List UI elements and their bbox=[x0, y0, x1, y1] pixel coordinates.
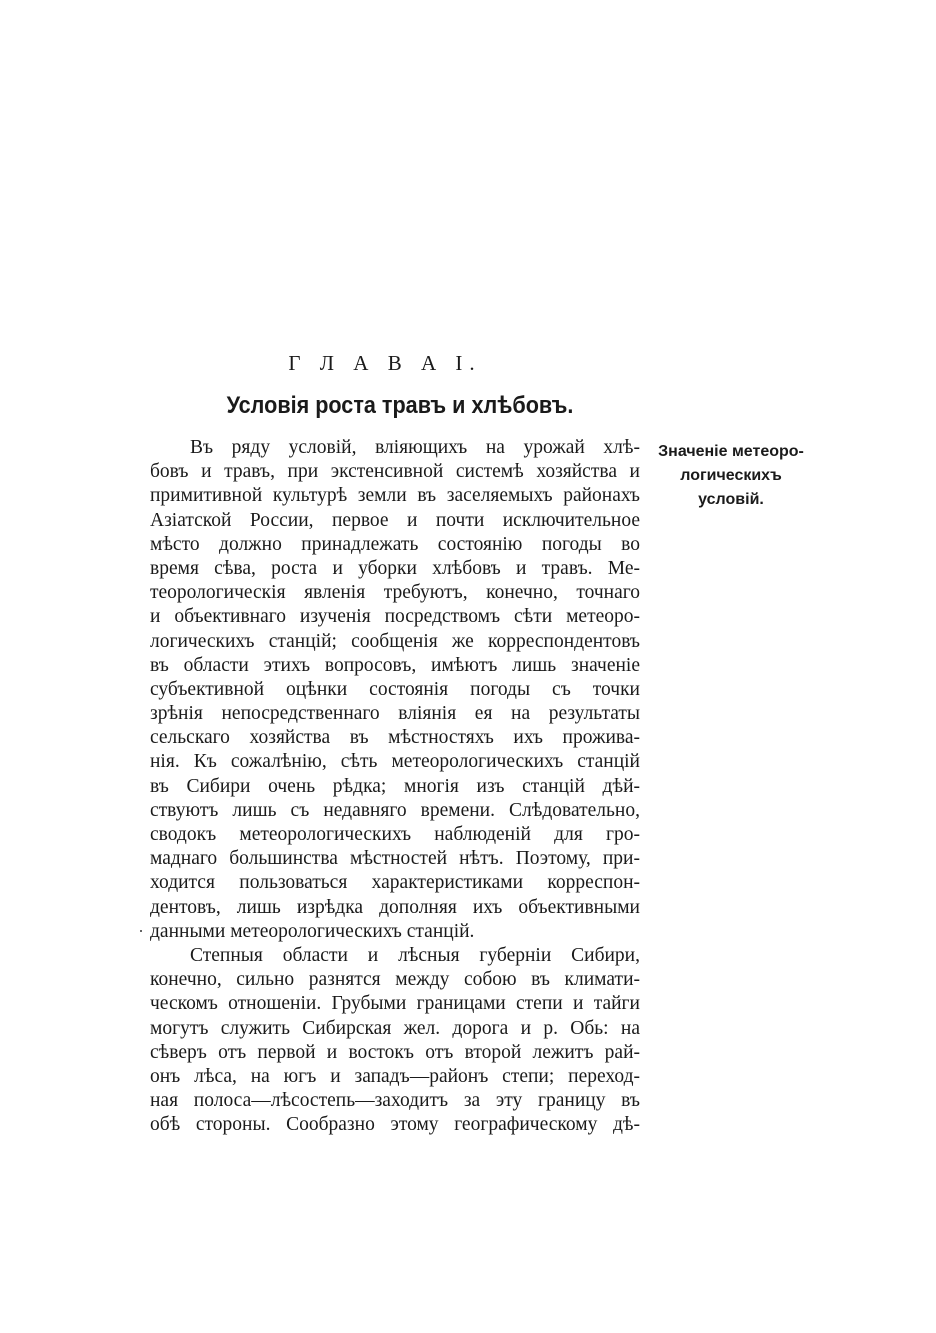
text-line: субъективной оцѣнки состоянія погоды съ точки bbox=[150, 678, 640, 700]
text-line: нія. Къ сожалѣнію, сѣть метеорологическихъ станцій bbox=[150, 751, 640, 773]
text-line: онъ лѣса, на югъ и западъ—районъ степи; переход- bbox=[150, 1065, 640, 1087]
text-line: ческомъ отношеніи. Грубыми границами степи и тайги bbox=[150, 993, 640, 1015]
text-line: и объективнаго изученія посредствомъ сѣти метеоро- bbox=[150, 606, 640, 628]
chapter-title: Условія роста травъ и хлѣбовъ. bbox=[226, 392, 574, 419]
margin-note-line: логическихъ bbox=[680, 467, 782, 484]
text-line: ходится пользоваться характеристиками корреспон- bbox=[150, 872, 640, 894]
text-line: Степныя области и лѣсныя губерніи Сибири, bbox=[190, 944, 640, 966]
text-line: зрѣнія непосредственнаго вліянія ея на результаты bbox=[150, 703, 640, 725]
margin-note-line: условій. bbox=[698, 491, 764, 508]
text-line: логическихъ станцій; сообщенія же корреспондентовъ bbox=[150, 630, 640, 652]
text-line: Азіатской России, первое и почти исключительное bbox=[150, 509, 640, 531]
text-line: теорологическія явленія требуютъ, конечно, точнаго bbox=[150, 582, 640, 604]
text-line: сельскаго хозяйства въ мѣстностяхъ ихъ прожива- bbox=[150, 727, 640, 749]
text-line: время сѣва, роста и уборки хлѣбовъ и травъ. Ме- bbox=[150, 557, 640, 579]
text-line: ствуютъ лишь съ недавняго времени. Слѣдовательно, bbox=[150, 799, 640, 821]
body-text bbox=[150, 436, 640, 1137]
text-line: дентовъ, лишь изрѣдка дополняя ихъ объективными bbox=[150, 896, 640, 918]
text-line: въ Сибири очень рѣдка; многія изъ станцій дѣй- bbox=[150, 775, 640, 797]
text-line: сѣверъ отъ первой и востокъ отъ второй лежитъ рай- bbox=[150, 1041, 640, 1063]
text-line: могутъ служить Сибирская жел. дорога и р. Обь: на bbox=[150, 1017, 640, 1039]
text-line: конечно, сильно разнятся между собою въ климати- bbox=[150, 969, 640, 991]
text-line: Въ ряду условій, вліяющихъ на урожай хлѣ- bbox=[190, 437, 640, 458]
text-line: сводокъ метеорологическихъ наблюденій для гро- bbox=[150, 824, 640, 845]
text-line: обѣ стороны. Сообразно этому географическому дѣ- bbox=[150, 1114, 640, 1136]
text-line: бовъ и травъ, при экстенсивной системѣ хозяйства и bbox=[150, 461, 640, 483]
text-line: примитивной культурѣ земли въ заселяемыхъ районахъ bbox=[150, 485, 640, 507]
ink-speck bbox=[140, 930, 142, 932]
text-line: данными метеорологическихъ станцій. bbox=[150, 920, 475, 942]
margin-note-line: Значеніе метеоро- bbox=[658, 443, 804, 460]
text-line: ная полоса—лѣсостепь—заходитъ за эту границу въ bbox=[150, 1090, 640, 1112]
text-line: мѣсто должно принадлежать состоянію погоды во bbox=[150, 533, 640, 555]
margin-note bbox=[646, 440, 816, 512]
chapter-heading: Г Л А В А I. bbox=[288, 351, 482, 375]
text-line: маднаго большинства мѣстностей нѣтъ. Поэтому, при- bbox=[150, 848, 640, 870]
text-line: въ области этихъ вопросовъ, имѣютъ лишь значеніе bbox=[150, 654, 640, 676]
